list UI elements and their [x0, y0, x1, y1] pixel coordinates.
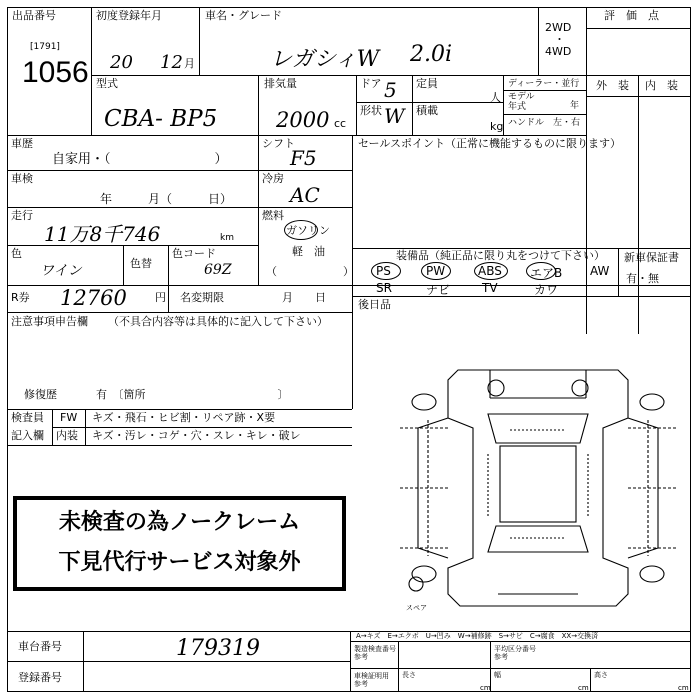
person-unit: 人 — [490, 91, 501, 104]
grid-line — [168, 245, 169, 285]
fuel-label: 燃料 — [262, 209, 284, 222]
mileage-value: 11万8千746 — [44, 222, 161, 246]
door-value: 5 — [384, 78, 397, 102]
equipment-item: PW — [426, 264, 446, 278]
repair-value: 有 〔箇所 〕 — [96, 388, 289, 401]
color-code-value: 69Z — [204, 262, 232, 278]
grid-line — [350, 641, 691, 642]
hm-label: 平均区分番号 参考 — [494, 645, 536, 661]
grid-line — [91, 75, 586, 76]
interior-label: 内 装 — [645, 79, 678, 92]
year-unit: 年 — [570, 101, 580, 111]
color-code-label: 色コード — [172, 247, 216, 260]
grid-line — [503, 114, 586, 115]
cm-unit: cm — [578, 684, 589, 692]
drive-dot: ・ — [554, 33, 565, 46]
first-reg-label: 初度登録年月 — [96, 9, 162, 22]
shift-value: F5 — [290, 146, 317, 170]
chassis-value: 179319 — [176, 636, 260, 661]
int-items: キズ・汚レ・コゲ・穴・スレ・キレ・破レ — [92, 429, 301, 442]
title-change-label: 名変期限 — [180, 291, 224, 304]
color-label: 色 — [11, 247, 22, 260]
repair-label: 修復歴 — [24, 388, 57, 401]
cm-unit: cm — [678, 684, 689, 692]
notes-label: 注意事項申告欄 — [11, 315, 88, 328]
fw-label: FW — [60, 411, 78, 424]
model-label: 型式 — [96, 77, 118, 90]
equipment-item: ナビ — [426, 283, 451, 297]
equipment-item: TV — [482, 281, 498, 295]
equipment-circle — [474, 262, 508, 280]
fw-items: キズ・飛石・ヒビ割・リペア跡・X要 — [92, 411, 276, 424]
repaint-label: 色替 — [130, 257, 152, 270]
cc-unit: cc — [334, 117, 347, 130]
r-ken-value: 12760 — [60, 286, 127, 310]
shift-label: シフト — [262, 137, 295, 150]
grid-line — [350, 668, 691, 669]
fuel-paren: （ ） — [266, 265, 354, 278]
equipment-item: エアB — [530, 266, 563, 280]
equipment-label: 装備品（純正品に限り丸をつけて下さい） — [396, 249, 605, 262]
inspector-label-1: 検査員 — [11, 411, 44, 424]
aircon-value: AC — [290, 183, 320, 207]
notice-line-1: 未検査の為ノークレーム — [58, 510, 301, 535]
door-label: ドア — [360, 77, 382, 90]
history-label: 車歴 — [11, 137, 33, 150]
car-name: レガシィW — [270, 47, 380, 72]
notes-sub: （不具合内容等は具体的に記入して下さい） — [108, 315, 328, 328]
model-value: CBA- BP5 — [104, 106, 218, 132]
first-reg-year: 20 — [110, 52, 133, 73]
mileage-label: 走行 — [11, 209, 33, 222]
equipment-item: カワ — [534, 283, 559, 297]
inspection-label: 車検 — [11, 172, 33, 185]
notice-box — [13, 496, 346, 591]
grid-line — [258, 135, 259, 285]
equipment-item: PS — [376, 264, 391, 278]
displacement-value: 2000 — [276, 108, 330, 132]
grid-line — [7, 445, 352, 446]
grid-line — [356, 102, 503, 103]
car-name-label: 車名・グレード — [205, 9, 282, 22]
cert-label: 製造検査番号 参考 — [354, 645, 396, 661]
post-input-label: 後日品 — [358, 298, 391, 311]
shape-value: W — [384, 104, 405, 128]
history-value: 自家用・（ ） — [52, 152, 228, 167]
grid-line — [412, 75, 413, 135]
grid-line — [7, 170, 352, 171]
reg-cert-label: 車検証明用 参考 — [354, 672, 389, 688]
equipment-circle — [371, 262, 401, 280]
load-label: 積載 — [416, 104, 438, 117]
month-unit: 月 — [184, 57, 195, 70]
registration-label: 登録番号 — [18, 671, 62, 684]
grid-line — [7, 135, 586, 136]
aircon-label: 冷房 — [262, 172, 284, 185]
r-ken-unit: 円 — [155, 291, 166, 304]
grid-line — [618, 248, 619, 296]
warranty-label: 新車保証書 — [624, 251, 679, 264]
grid-line — [123, 245, 124, 285]
grade: 2.0i — [410, 42, 453, 67]
lot-sub: [1791] — [30, 42, 60, 52]
km-unit: km — [220, 233, 234, 243]
kg-unit: kg — [490, 120, 504, 133]
width-label: 幅 — [494, 671, 501, 679]
car-damage-diagram — [388, 358, 688, 618]
grid-line — [52, 427, 352, 428]
grid-line — [538, 7, 539, 75]
grid-line — [590, 668, 591, 692]
notice-line-2: 下見代行サービス対象外 — [58, 550, 301, 575]
equipment-circle — [421, 262, 451, 280]
displacement-label: 排気量 — [264, 77, 297, 90]
capacity-label: 定員 — [416, 77, 438, 90]
cm-unit: cm — [480, 684, 491, 692]
inspection-value: 年 月（ 日） — [100, 192, 233, 206]
sales-point-label: セールスポイント（正常に機能するものに限ります） — [358, 137, 622, 150]
grid-line — [503, 90, 586, 91]
drive-2wd: 2WD — [545, 21, 572, 34]
dealer-label: ディーラー・並行 — [508, 79, 580, 89]
title-change-unit: 月 日 — [282, 291, 326, 304]
shape-label: 形状 — [360, 104, 382, 117]
grid-line — [356, 75, 357, 135]
grid-line — [352, 296, 691, 297]
lot-label: 出品番号 — [12, 9, 56, 22]
grid-line — [168, 285, 169, 312]
grid-line — [7, 409, 352, 410]
first-reg-month: 12 — [160, 52, 183, 73]
equipment-item: ABS — [478, 264, 502, 278]
int-label: 内装 — [56, 429, 78, 442]
equipment-item: AW — [590, 264, 610, 278]
rating-label: 評 価 点 — [604, 9, 659, 22]
height-label: 高さ — [594, 671, 608, 679]
r-ken-label: R券 — [11, 291, 30, 304]
model-year-label: モデル 年式 — [508, 92, 535, 112]
drive-4wd: 4WD — [545, 45, 572, 58]
lot-number: 1056 — [22, 56, 89, 89]
grid-line — [7, 207, 352, 208]
grid-line — [7, 661, 350, 662]
spare-label: スペア — [406, 604, 427, 612]
grid-line — [258, 75, 259, 135]
inspector-label-2: 記入欄 — [11, 429, 44, 442]
handle-label: ハンドル 左・右 — [508, 118, 581, 128]
equipment-circle — [526, 262, 556, 280]
warranty-value: 有・無 — [626, 272, 659, 285]
color-value: ワイン — [40, 263, 82, 279]
grid-line — [398, 641, 399, 692]
chassis-label: 車台番号 — [18, 640, 62, 653]
fuel-diesel: 軽 油 — [292, 245, 325, 258]
equipment-item: SR — [376, 281, 392, 295]
damage-legend: A→キズ E→エクボ U→凹み W→補修跡 S→サビ C→腐食 XX→交換済 — [356, 632, 599, 640]
exterior-label: 外 装 — [596, 79, 629, 92]
fuel-gasoline: ガソリン — [286, 224, 330, 237]
grid-line — [586, 28, 691, 29]
grid-line — [7, 312, 352, 313]
length-label: 長さ — [402, 671, 416, 679]
grid-line — [91, 7, 92, 135]
grid-line — [199, 7, 200, 75]
